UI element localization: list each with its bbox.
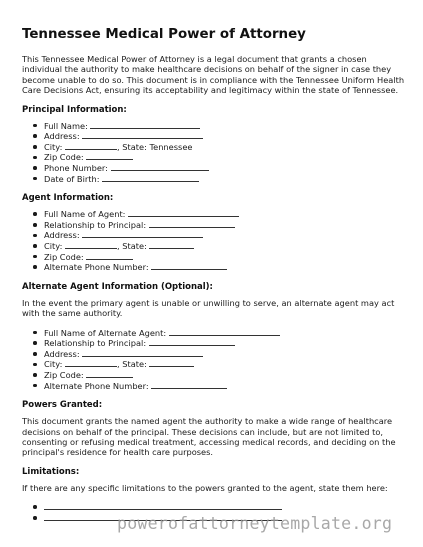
- agent-address-blank[interactable]: [82, 230, 203, 238]
- agent-zip-label: Zip Code:: [44, 251, 84, 262]
- alternate-relationship-label: Relationship to Principal:: [44, 338, 147, 349]
- site-watermark: powerofattorneytemplate.org: [117, 514, 393, 533]
- agent-relationship-label: Relationship to Principal:: [44, 219, 147, 230]
- document-page: [22, 26, 408, 532]
- principal-phone-blank[interactable]: [111, 163, 209, 171]
- limitations-heading: Limitations:: [22, 466, 80, 477]
- alternate-full-name-label: Full Name of Alternate Agent:: [44, 327, 167, 338]
- principal-phone-label: Phone Number:: [44, 163, 108, 173]
- principal-address-item: [44, 131, 408, 142]
- agent-list: [22, 209, 408, 273]
- principal-address-label: Address:: [44, 131, 80, 142]
- agent-city-item: [44, 241, 408, 252]
- agent-state-blank[interactable]: [149, 241, 194, 249]
- document-title: Tennessee Medical Power of Attorney: [22, 27, 306, 42]
- agent-alt-phone-label: Alternate Phone Number:: [44, 262, 149, 273]
- alternate-address-blank[interactable]: [82, 349, 203, 357]
- agent-state-label: , State:: [116, 240, 147, 251]
- principal-list: [22, 121, 408, 185]
- alternate-full-name-item: [44, 328, 408, 339]
- agent-address-label: Address:: [44, 230, 80, 241]
- alternate-alt-phone-blank[interactable]: [151, 381, 227, 389]
- principal-dob-label: Date of Birth:: [44, 173, 100, 184]
- agent-alt-phone-item: [44, 262, 408, 273]
- alternate-zip-blank[interactable]: [86, 370, 133, 378]
- principal-city-label: City:: [44, 141, 63, 152]
- agent-heading: Agent Information:: [22, 193, 114, 204]
- alternate-city-item: [44, 359, 408, 370]
- alternate-list: [22, 328, 408, 392]
- principal-full-name-blank[interactable]: [90, 121, 200, 129]
- alternate-relationship-item: [44, 338, 408, 349]
- principal-dob-item: [44, 174, 408, 185]
- alternate-city-label: City:: [44, 359, 63, 370]
- alternate-intro: In the event the primary agent is unable or unwilling to serve, an alternate agent may act with the same authority.: [22, 297, 395, 319]
- alternate-zip-label: Zip Code:: [44, 369, 84, 380]
- principal-state-value: Tennessee: [149, 141, 193, 152]
- agent-city-label: City:: [44, 240, 63, 251]
- alternate-full-name-blank[interactable]: [169, 328, 280, 336]
- principal-zip-blank[interactable]: [86, 152, 133, 160]
- alternate-state-blank[interactable]: [149, 359, 194, 367]
- principal-state-label: , State:: [116, 141, 147, 152]
- limitation-item: [44, 502, 408, 513]
- agent-full-name-item: [44, 209, 408, 220]
- principal-heading: Principal Information:: [22, 104, 127, 115]
- agent-relationship-blank[interactable]: [149, 220, 235, 228]
- alternate-state-label: , State:: [116, 359, 147, 370]
- alternate-zip-item: [44, 370, 408, 381]
- alternate-address-label: Address:: [44, 348, 80, 359]
- agent-address-item: [44, 230, 408, 241]
- alternate-city-blank[interactable]: [65, 359, 117, 367]
- agent-full-name-label: Full Name of Agent:: [44, 209, 126, 220]
- alternate-alt-phone-item: [44, 381, 408, 392]
- agent-full-name-blank[interactable]: [128, 209, 239, 217]
- principal-phone-item: [44, 163, 408, 174]
- powers-heading: Powers Granted:: [22, 400, 103, 411]
- agent-zip-blank[interactable]: [86, 252, 133, 260]
- alternate-address-item: [44, 349, 408, 360]
- principal-dob-blank[interactable]: [102, 174, 199, 182]
- principal-full-name-label: Full Name:: [44, 120, 88, 131]
- principal-address-blank[interactable]: [82, 131, 203, 139]
- agent-city-blank[interactable]: [65, 241, 117, 249]
- alternate-alt-phone-label: Alternate Phone Number:: [44, 380, 149, 391]
- principal-city-blank[interactable]: [65, 142, 117, 150]
- principal-full-name-item: [44, 121, 408, 132]
- alternate-heading: Alternate Agent Information (Optional):: [22, 281, 213, 292]
- alternate-relationship-blank[interactable]: [149, 338, 235, 346]
- intro-paragraph: This Tennessee Medical Power of Attorney is a legal document that grants a chosen individual the authority to make healthcare decisions on behalf of the signer in case they become unable to do so. This document is in compliance with the Tennessee Uniform Health Care Decisions Act, ensuring its acceptability and legitimacy within the state of Tennessee.: [22, 54, 405, 96]
- principal-zip-label: Zip Code:: [44, 152, 84, 163]
- limitations-paragraph: If there are any specific limitations to the powers granted to the agent, state them here:: [22, 482, 388, 493]
- powers-paragraph: This document grants the named agent the authority to make a wide range of healthcare decisions on behalf of the principal. These decisions can include, but are not limited to, consenting or refusing medical treatment, accessing medical records, and deciding on the principal's residence for health care purposes.: [22, 416, 396, 458]
- principal-zip-item: [44, 152, 408, 163]
- principal-city-item: [44, 142, 408, 153]
- agent-alt-phone-blank[interactable]: [151, 262, 227, 270]
- limitation-blank-1[interactable]: [44, 502, 282, 510]
- agent-relationship-item: [44, 220, 408, 231]
- agent-zip-item: [44, 252, 408, 263]
